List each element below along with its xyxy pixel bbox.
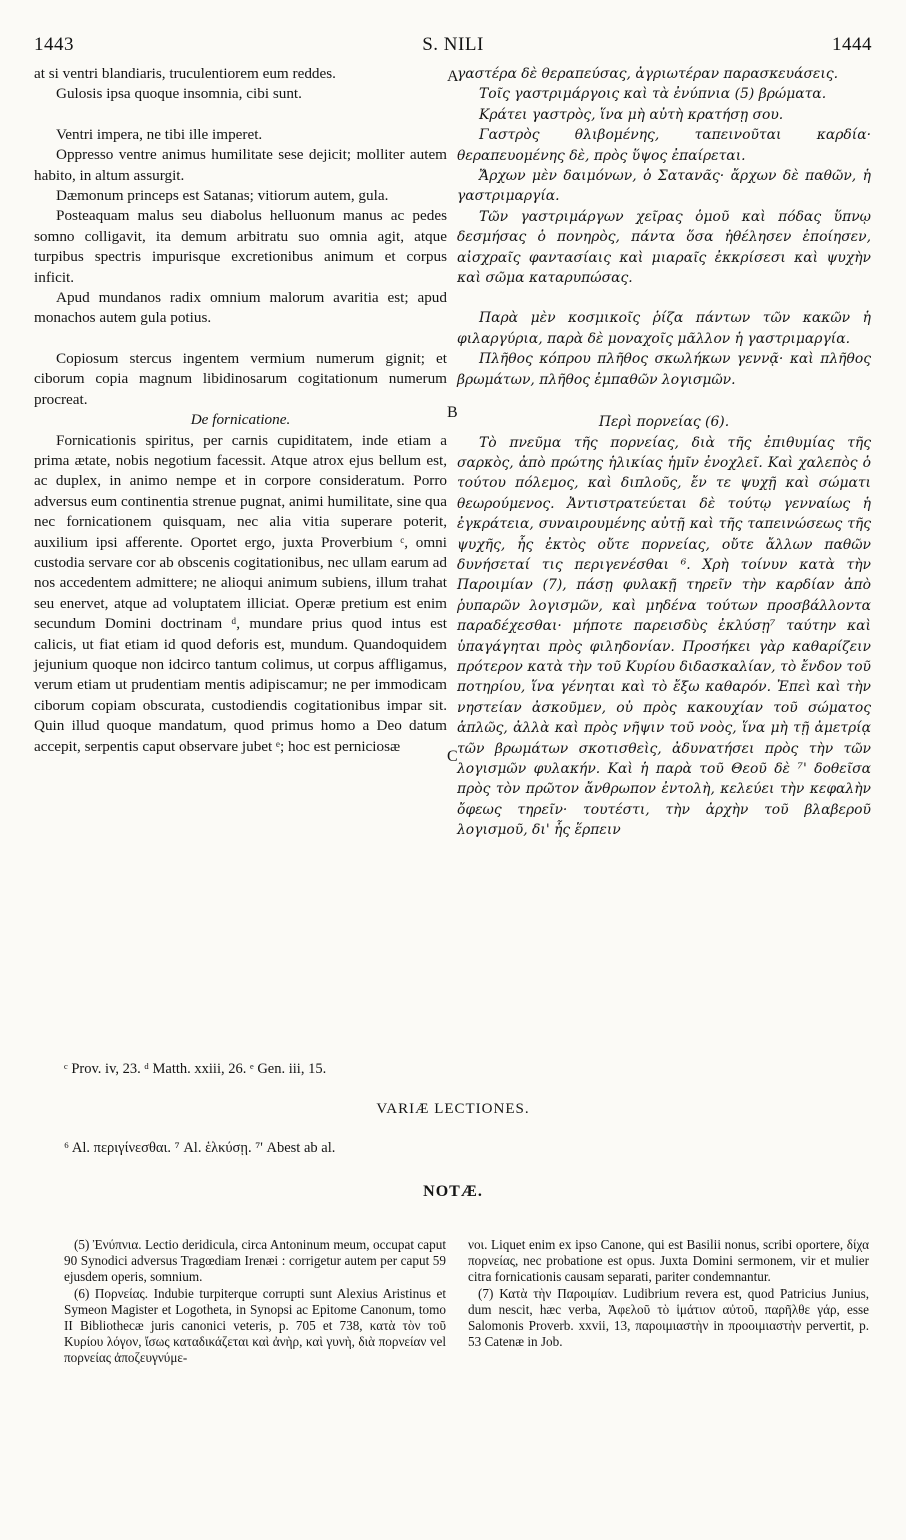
greek-paragraph: Παρὰ μὲν κοσμικοῖς ῥίζα πάντων τῶν κακῶν ἡ φιλαργύρια, παρὰ δὲ μοναχοῖς μᾶλλον ἡ γαστριμαργία. — [457, 310, 871, 347]
page-header — [0, 34, 906, 60]
greek-paragraph: Πλῆθος κόπρου πλῆθος σκωλήκων γεννᾷ· καὶ πλῆθος βρωμάτων, πλῆθος ἐμπαθῶν λογισμῶν. — [457, 351, 871, 388]
margin-letter-b: B — [447, 404, 458, 421]
latin-paragraph: Apud mundanos radix omnium malorum avaritia est; apud monachos autem gula potius. — [34, 289, 447, 327]
latin-section-title: De fornicatione. — [190, 411, 291, 429]
note-paragraph: (5) Ἐνύπνια. Lectio deridicula, circa Antoninum meum, occupat caput 90 Synodici adversus Tragœdiam Irenæi : corrigetur autem per caput 59 ejusdem operis, somnium. — [64, 1237, 446, 1284]
latin-paragraph: Posteaquam malus seu diabolus helluonum manus ac pedes somno colligavit, ita demum arbitratu suo omnia agit, atque turpibus spectris impurisque excretionibus animum et corpus inficit. — [34, 207, 447, 286]
greek-paragraph: Τῶν γαστριμάργων χεῖρας ὁμοῦ καὶ πόδας ὕπνῳ δεσμήσας ὁ πονηρὸς, πάντα ὅσα ἠθέλησεν ἐποίησεν, αἰσχραῖς φαντασίαις καὶ μιαραῖς ἐκκρίσεσι καὶ ψυχὴν καὶ σῶμα καταρυπώσας. — [457, 208, 871, 287]
notes-right-column — [468, 1237, 869, 1350]
running-title: S. NILI — [422, 34, 484, 55]
notes-left-column — [64, 1237, 446, 1365]
latin-column — [34, 64, 447, 757]
greek-paragraph: Ἄρχων μὲν δαιμόνων, ὁ Σατανᾶς· ἄρχων δὲ παθῶν, ἡ γαστριμαργία. — [457, 168, 871, 205]
greek-column — [457, 64, 871, 841]
biblical-references: ᶜ Prov. iv, 23. ᵈ Matth. xxiii, 26. ᵉ Gen. iii, 15. — [64, 1061, 327, 1077]
latin-paragraph: Gulosis ipsa quoque insomnia, cibi sunt. — [56, 85, 302, 103]
latin-paragraph: Copiosum stercus ingentem vermium numerum gignit; et ciborum copia magnum libidinosarum cogitationum numerum procreat. — [34, 349, 447, 408]
margin-letter-a: A — [447, 68, 459, 85]
latin-paragraph: Fornicationis spiritus, per carnis cupiditatem, inde etiam a prima ætate, nobis negotium facessit. Atque atrox ejus bellum est, ac duplex, in animo nempe et in corpore consideratum. Porro adversus eum continentia strenue pugnat, animi humilitate, sine qua nec fornicationem quisquam, nec alia vitia superare poterit, auxilium ipsi afferente. Oportet ergo, juxta Proverbium ᶜ, omni custodia servare cor ab obscenis cogitationibus, nec ullam earum ad nos accedentem admittere; ne alioqui animum subiens, illum trahat seu enervet, atque ad voluptatem illiciat. Operæ pretium est enim secundum Domini doctrinam ᵈ, mundare prius quod intus est calicis, ut fiat etiam id quod deforis est, mundum. Quandoquidem jejunium quoque non idcirco tantum colimus, ut corpus affligamus, verum etiam ut prudentiam mentis adipiscamur; ne per immodicam ciborum copiam obscurata, custodiendis cogitationibus impar sit. Quin illud quoque mandatum, quod primus homo a Deo datum accepit, serpentis caput observare jubet ᵉ; hoc est perniciosæ — [34, 431, 447, 755]
greek-paragraph: γαστέρα δὲ θεραπεύσας, ἀγριωτέραν παρασκευάσεις. — [457, 66, 839, 82]
note-paragraph: (7) Κατὰ τὴν Παροιμίαν. Ludibrium revera est, quod Patricius Junius, dum nescit, hæc verba, Ἀφελοῦ τὸ ἱμάτιον αὐτοῦ, παρῆλθε γάρ, esse Salomonis Proverb. xxvii, 13, παροιμιαστὴν in προοιμιαστὴν pervertit, p. 53 Catenæ in Job. — [468, 1286, 869, 1349]
variae-lectiones-text: ⁶ Al. περιγίνεσθαι. ⁷ Al. ἑλκύσῃ. ⁷' Abest ab al. — [64, 1140, 336, 1156]
greek-paragraph: Τὸ πνεῦμα τῆς πορνείας, διὰ τῆς ἐπιθυμίας τῆς σαρκὸς, ἀπὸ πρώτης ἡλικίας ἡμῖν ἐνοχλεῖ. Καὶ χαλεπὸς ὁ τούτου πόλεμος, καὶ διπλοῦς, ἔν τε ψυχῇ καὶ σώματι θεωρούμενος. Ἀντιστρατεύεται δὲ τούτῳ γενναίως ἡ ἐγκράτεια, συναιρουμένης αὐτῇ καὶ τῆς ταπεινώσεως τῆς ψυχῆς, ἧς ἐκτὸς οὔτε πορνείας, οὔτε ἄλλων παθῶν δυνήσεταί τις περιγενέσθαι ⁶. Χρὴ τοίνυν κατὰ τὴν Παροιμίαν (7), πάσῃ φυλακῇ τηρεῖν τὴν καρδίαν ἀπὸ ῥυπαρῶν λογισμῶν, καὶ μηδένα τούτων προσβάλλοντα παραδέχεσθαι· μήποτε παρεισδὺς ἐκλύσῃ⁷ ταύτην καὶ ὑπαγάγηται πρὸς φιληδονίαν. Προσήκει γὰρ καθαρίζειν πρότερον κατὰ τὴν τοῦ Κυρίου διδασκαλίαν, τὸ ἔνδον τοῦ ποτηρίου, ἵνα γένηται καὶ τὸ ἔξω καθαρόν. Ἐπεὶ καὶ τὴν νηστείαν ἀσκοῦμεν, οὐ πρὸς κακουχίαν τοῦ σώματος ἁπλῶς, ἀλλὰ καὶ πρὸς νῆψιν τοῦ νοὸς, ἵνα μὴ τῇ ἀμετρίᾳ τῶν βρωμάτων σκοτισθεὶς, ἀδυνατήσει πρὸς τὴν τῶν λογισμῶν φυλακήν. Καὶ ἡ παρὰ τοῦ Θεοῦ δὲ ⁷' δοθεῖσα πρὸς τὸν πρῶτον ἄνθρωπον ἐντολὴ, κελεύει τὴν κεφαλὴν ὄφεως τηρεῖν· τουτέστι, τὴν ἀρχὴν τοῦ βλαβεροῦ λογισμοῦ, δι' ἧς ἕρπειν — [457, 434, 871, 839]
margin-letter-c: C — [447, 748, 458, 765]
left-page-number: 1443 — [34, 34, 74, 55]
note-paragraph: (6) Πορνείας. Indubie turpiterque corrupti sunt Alexius Aristinus et Symeon Magister et Logotheta, in Synopsi ac Epitome Canonum, tomo II Bibliothecæ juris canonici veteris, p. 705 et 738, κατὰ τὸν τοῦ Κυρίου λόγον, ἴσως καταδικάζεται καὶ ἀνὴρ, καὶ γυνὴ, διὰ πορνείαν vel πορνείας ἀποζευγνύμε- — [64, 1286, 446, 1365]
right-page-number: 1444 — [832, 34, 872, 55]
greek-section-title: Περὶ πορνείας (6). — [598, 414, 730, 431]
variae-lectiones-title: VARIÆ LECTIONES. — [376, 1101, 530, 1117]
latin-paragraph: Oppresso ventre animus humilitate sese dejicit; molliter autem habito, in altum assurgit. — [34, 146, 447, 184]
latin-paragraph: Ventri impera, ne tibi ille imperet. — [56, 125, 263, 143]
greek-paragraph: Τοῖς γαστριμάργοις καὶ τὰ ἐνύπνια (5) βρώματα. — [479, 86, 827, 103]
latin-paragraph: at si ventri blandiaris, truculentiorem eum reddes. — [34, 65, 336, 82]
note-paragraph: νοι. Liquet enim ex ipso Canone, qui est Basilii nonus, scribi oportere, δίχα πορνείας, nec probatione est opus. Juxta Domini sermonem, vir et mulier citra fornicationis causam separati, pariter condemnantur. — [468, 1237, 869, 1284]
greek-paragraph: Γαστρὸς θλιβομένης, ταπεινοῦται καρδία· θεραπευομένης δὲ, πρὸς ὕψος ἐπαίρεται. — [457, 127, 871, 164]
notae-title: NOTÆ. — [423, 1183, 483, 1200]
greek-paragraph: Κράτει γαστρὸς, ἵνα μὴ αὐτὴ κρατήσῃ σου. — [479, 106, 784, 123]
latin-paragraph: Dæmonum princeps est Satanas; vitiorum autem, gula. — [56, 187, 389, 205]
